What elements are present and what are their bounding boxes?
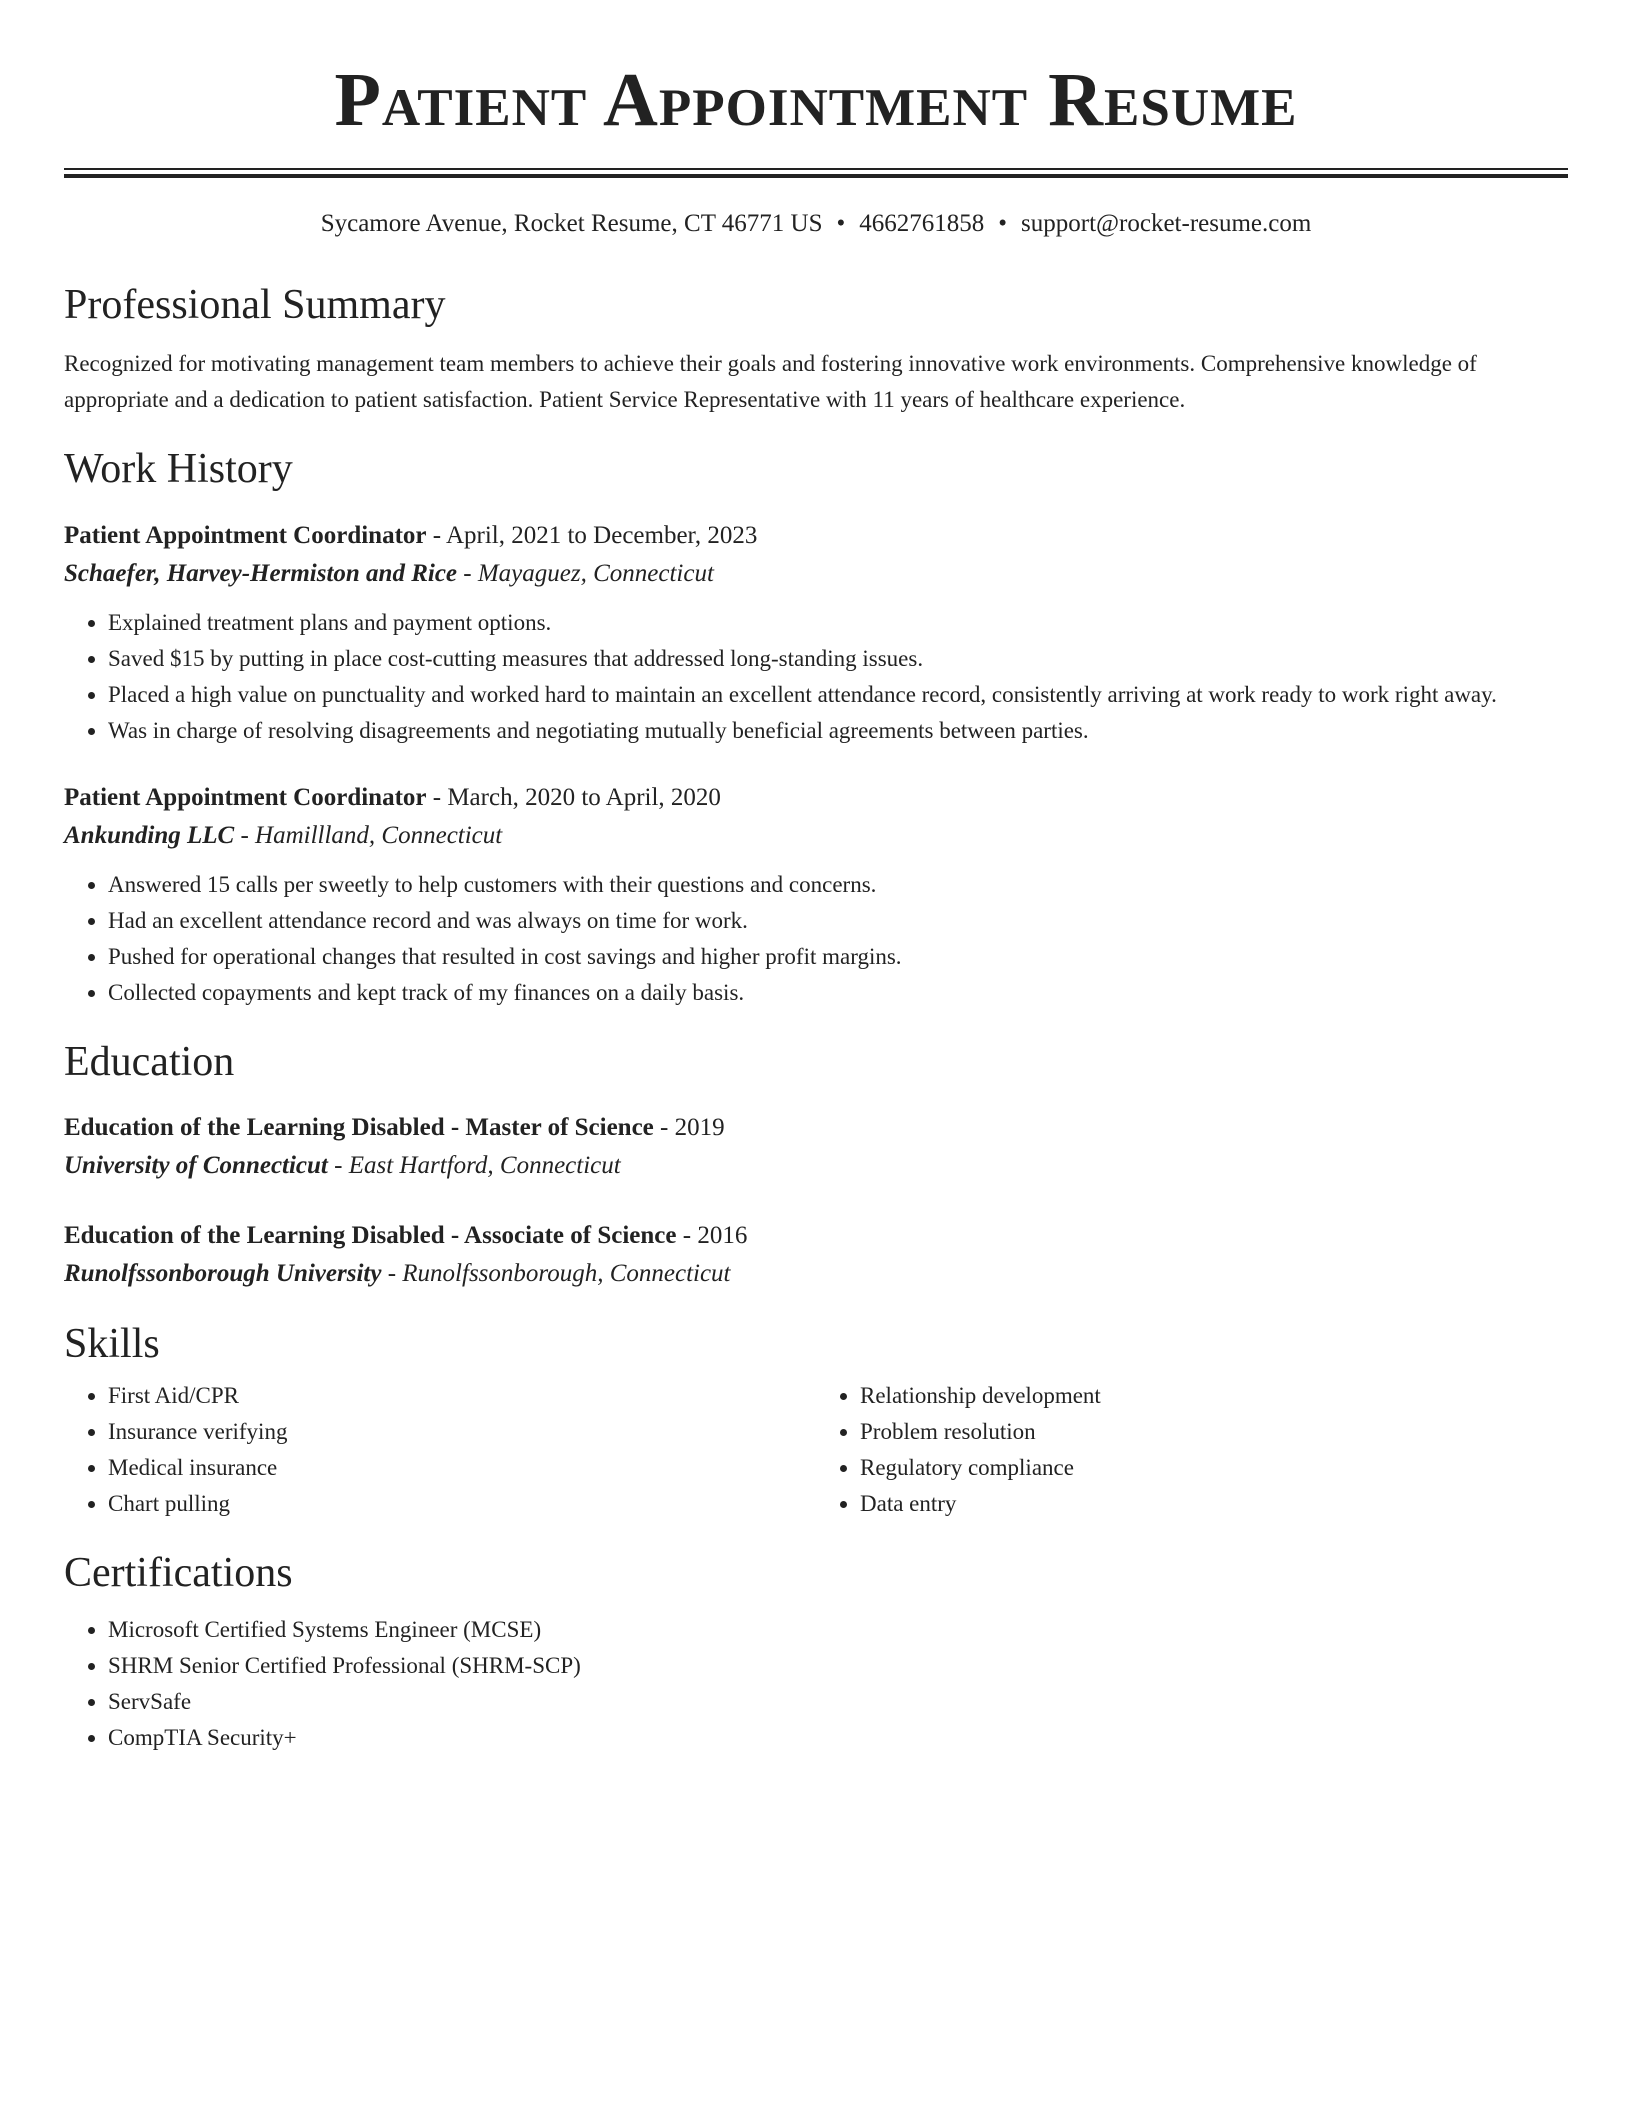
education-header: [64, 1109, 1568, 1147]
list-item: • Insurance verifying: [108, 1414, 816, 1450]
list-item: • Had an excellent attendance record and was always on time for work.: [108, 903, 1568, 939]
list-item: • SHRM Senior Certified Professional (SHRM-SCP): [108, 1648, 1568, 1684]
job-header: [64, 779, 1568, 817]
contact-separator: •: [998, 210, 1008, 237]
list-item: • Saved $15 by putting in place cost-cutting measures that addressed long-standing issues.: [108, 641, 1568, 677]
certifications-list: [64, 1612, 1568, 1756]
list-item: • Collected copayments and kept track of my finances on a daily basis.: [108, 975, 1568, 1011]
degree-name: Education of the Learning Disabled - Master of Science: [64, 1114, 654, 1142]
title-divider: [64, 168, 1568, 178]
contact-email: support@rocket-resume.com: [1021, 210, 1312, 237]
list-item: • Placed a high value on punctuality and worked hard to maintain an excellent attendance record, consistently arriving at work ready to work right away.: [108, 677, 1568, 713]
job-employer: [64, 817, 1568, 855]
skills-columns: [64, 1378, 1568, 1522]
education-header: [64, 1217, 1568, 1255]
contact-address: Sycamore Avenue, Rocket Resume, CT 46771 US: [320, 210, 823, 237]
list-item: • CompTIA Security+: [108, 1720, 1568, 1756]
list-item: • Was in charge of resolving disagreements and negotiating mutually beneficial agreements between parties.: [108, 713, 1568, 749]
job-duties-list: [64, 605, 1568, 749]
contact-separator: •: [836, 210, 846, 237]
education-school: [64, 1255, 1568, 1293]
education-heading: Education: [64, 1038, 235, 1085]
list-item: • Relationship development: [860, 1378, 1568, 1414]
job-company: Ankunding LLC: [64, 821, 235, 849]
list-item: • Answered 15 calls per sweetly to help customers with their questions and concerns.: [108, 867, 1568, 903]
job-title: Patient Appointment Coordinator: [64, 521, 427, 549]
education-entry: [64, 1109, 1568, 1185]
school-name: Runolfssonborough University: [64, 1260, 382, 1288]
job-entry: [64, 517, 1568, 749]
contact-line: [64, 210, 1568, 238]
list-item: • Pushed for operational changes that resulted in cost savings and higher profit margins.: [108, 939, 1568, 975]
skills-list-left: [64, 1378, 816, 1522]
skills-heading: Skills: [64, 1321, 160, 1368]
job-header: [64, 517, 1568, 555]
job-company: Schaefer, Harvey-Hermiston and Rice: [64, 559, 458, 587]
certifications-heading: Certifications: [64, 1549, 293, 1596]
list-item: • Problem resolution: [860, 1414, 1568, 1450]
list-item: • Microsoft Certified Systems Engineer (MCSE): [108, 1612, 1568, 1648]
contact-phone: 4662761858: [859, 210, 985, 237]
education-school: [64, 1147, 1568, 1185]
degree-name: Education of the Learning Disabled - Associate of Science: [64, 1222, 677, 1250]
list-item: • Explained treatment plans and payment options.: [108, 605, 1568, 641]
work-history-heading: Work History: [64, 446, 293, 493]
summary-heading: Professional Summary: [64, 282, 446, 328]
job-dates: - April, 2021 to December, 2023: [426, 521, 758, 549]
list-item: • First Aid/CPR: [108, 1378, 816, 1414]
list-item: • Chart pulling: [108, 1486, 816, 1522]
school-name: University of Connecticut: [64, 1152, 328, 1180]
resume-page: [64, 0, 1568, 1756]
list-item: • Regulatory compliance: [860, 1450, 1568, 1486]
resume-title: Patient Appointment Resume: [334, 58, 1298, 142]
job-title: Patient Appointment Coordinator: [64, 783, 427, 811]
school-location: - Runolfssonborough, Connecticut: [381, 1260, 731, 1288]
job-location: - Mayaguez, Connecticut: [457, 559, 714, 587]
skills-list-right: [816, 1378, 1568, 1522]
degree-year: - 2019: [653, 1114, 725, 1142]
school-location: - East Hartford, Connecticut: [327, 1152, 621, 1180]
degree-year: - 2016: [676, 1222, 748, 1250]
job-dates: - March, 2020 to April, 2020: [426, 783, 721, 811]
job-entry: [64, 779, 1568, 1011]
list-item: • ServSafe: [108, 1684, 1568, 1720]
education-entry: [64, 1217, 1568, 1293]
job-employer: [64, 555, 1568, 593]
job-location: - Hamillland, Connecticut: [234, 821, 503, 849]
list-item: • Data entry: [860, 1486, 1568, 1522]
job-duties-list: [64, 867, 1568, 1011]
summary-text: Recognized for motivating management team members to achieve their goals and fostering innovative work environments. Comprehensive knowledge of appropriate and a dedication to patient satisfaction. Patient Service Representative with 11 years of healthcare experience.: [64, 351, 1477, 413]
list-item: • Medical insurance: [108, 1450, 816, 1486]
